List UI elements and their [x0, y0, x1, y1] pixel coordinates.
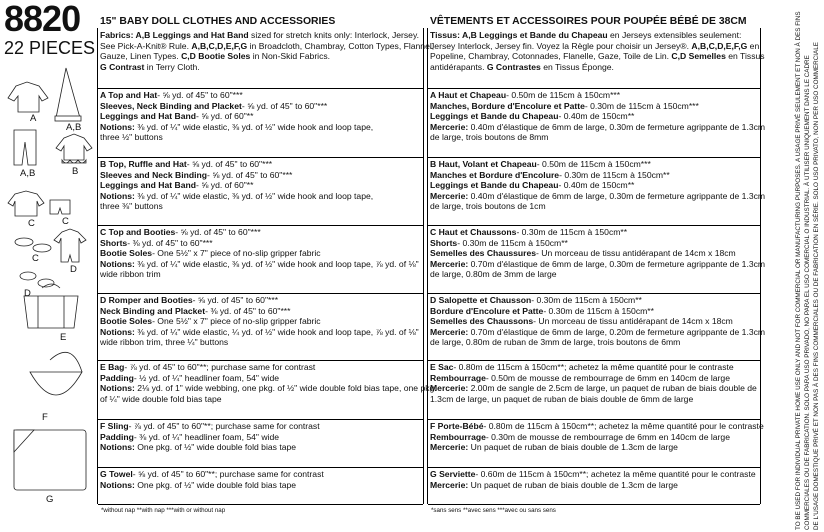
yardage-line — [100, 259, 421, 270]
yardage-label: C,D Semelles — [671, 51, 726, 62]
yardage-line — [100, 383, 437, 394]
yardage-label: B Haut, Volant et Chapeau — [430, 159, 537, 169]
english-footnote: *without nap **with nap ***with or without nap — [101, 507, 226, 514]
yardage-text: - ⅞ yd. of 45" to 60"**; purchase same for contrast — [128, 421, 320, 431]
yardage-line — [430, 90, 758, 101]
yardage-text: ⅜ yd. of ¼" wide elastic, ¼ yd. of ½" wide hook and loop tape, ⅞ yd. of ⅛" — [134, 326, 419, 337]
yardage-text: de large, trois boutons de 8mm — [430, 132, 549, 143]
yardage-text: wide ribbon trim, three ¼" buttons — [100, 337, 229, 348]
section-divider — [428, 467, 760, 468]
yardage-text: - 0.60m de 115cm à 150cm**; achetez la même quantité pour le contraste — [475, 469, 756, 479]
yardage-text: in Broadcloth, Chambray, Cotton Types, Flannel, — [247, 40, 435, 51]
yardage-line — [430, 180, 758, 191]
yardage-text: - 0.40m de 150cm** — [558, 180, 635, 191]
yardage-section — [100, 421, 421, 453]
yardage-section — [430, 421, 764, 453]
yardage-line — [100, 306, 421, 317]
yardage-label: Semelles des Chaussures — [430, 248, 537, 259]
yardage-text: - 0.80m de 115cm à 150cm**; achetez la même quantité pour le contraste — [453, 362, 734, 372]
yardage-text: - ⅝ yd. of 60"** — [195, 180, 254, 191]
usage-notice-line: DE L'USAGE DOMESTIQUE PRIVÉ ET NON PAS À DES FINS COMMERCIALES OU DE FABRICATION EN SÉRIE. SOLO USO PRIVATO, NON PER USO COMMERCIALE — [813, 42, 820, 530]
usage-notice-line: COMMERCIALES OU DE FABRICATION. SOLO PARA USO PRIVADO, NO PARA EL USO COMERCIAL O INDUSTRIAL. À UTILISER UNIQUEMENT DANS LE CADRE — [804, 55, 811, 530]
yardage-label: Manches et Bordure d'Encolure — [430, 169, 560, 180]
yardage-label: Neck Binding and Placket — [100, 305, 206, 316]
yardage-line — [430, 337, 758, 348]
yardage-text: - Un morceau de tissu antidérapant de 14cm x 18cm — [533, 316, 733, 327]
yardage-label: A Top and Hat — [100, 90, 158, 100]
yardage-text: - Un morceau de tissu antidérapant de 14cm x 18cm — [536, 248, 736, 259]
view-illustrations — [2, 0, 96, 532]
yardage-line — [100, 201, 421, 212]
yardage-section — [100, 159, 421, 212]
yardage-label: B Top, Ruffle and Hat — [100, 159, 187, 169]
yardage-label: Rembourrage — [430, 431, 486, 442]
yardage-text: 0.70m d'élastique de 6mm de large, 0.20m de fermeture agrippante de 1.3cm — [468, 326, 766, 337]
piece-count: 22 PIECES — [4, 38, 96, 58]
yardage-label: F Porte-Bébé — [430, 421, 484, 431]
yardage-text: en Tissus Éponge. — [540, 61, 614, 72]
yardage-label: Mercerie: — [430, 258, 469, 269]
view-label-g: G — [46, 494, 54, 505]
yardage-section — [430, 362, 758, 404]
yardage-text: - ⅜ yd. of 45" to 60"*** — [205, 305, 291, 316]
yardage-line — [430, 201, 758, 212]
section-divider — [428, 419, 760, 420]
yardage-text: - 0.50m de mousse de rembourrage de 6mm en 140cm de large — [485, 372, 730, 383]
yardage-section — [430, 90, 766, 143]
yardage-label: Notions: — [100, 190, 135, 201]
section-divider — [98, 157, 423, 158]
yardage-line — [100, 30, 421, 41]
yardage-text: ⅜ yd. of ¼" wide elastic, ⅜ yd. of ½" wide hook and loop tape, — [134, 121, 374, 132]
yardage-line — [430, 362, 758, 373]
yardage-text: - 0.40m de 150cm** — [558, 111, 635, 122]
yardage-line — [100, 337, 421, 348]
yardage-text: - ⅝ yd. of 45" to 60"*** — [241, 100, 328, 111]
yardage-line — [100, 394, 421, 405]
yardage-line — [100, 132, 421, 143]
yardage-label: Manches, Bordure d'Encolure et Patte — [430, 100, 585, 111]
yardage-label: D Salopette et Chausson — [430, 295, 532, 305]
yardage-line — [430, 316, 758, 327]
yardage-label: Bootie Soles — [100, 316, 153, 327]
yardage-section — [100, 90, 421, 143]
yardage-line — [100, 432, 421, 443]
yardage-text: - 0.30m de 115cm à 150cm** — [457, 237, 568, 248]
yardage-line — [430, 480, 758, 491]
yardage-text: 2.00m de sangle de 2.5cm de large, un paquet de ruban de biais double de — [468, 383, 757, 394]
view-label-d-romper: D — [70, 264, 77, 275]
yardage-section — [430, 469, 758, 490]
yardage-line — [100, 90, 421, 101]
yardage-line — [100, 62, 421, 73]
yardage-label: Mercerie: — [430, 383, 469, 394]
yardage-label: Padding — [100, 372, 134, 383]
english-yardage-column — [97, 28, 437, 504]
yardage-label: C Haut et Chaussons — [430, 227, 517, 237]
yardage-line — [100, 362, 421, 373]
yardage-section — [430, 227, 766, 280]
yardage-label: Mercerie: — [430, 442, 469, 453]
yardage-text: in Non-Skid Fabrics. — [250, 51, 331, 62]
yardage-text: three ½" buttons — [100, 132, 163, 143]
yardage-text: en Jerseys extensibles seulement: — [607, 30, 742, 40]
yardage-line — [430, 383, 758, 394]
yardage-label: Notions: — [100, 258, 135, 269]
french-title: VÊTEMENTS ET ACCESSOIRES POUR POUPÉE BÉBÉ DE 38CM — [430, 16, 747, 27]
yardage-text: en — [747, 40, 760, 51]
yardage-line — [430, 326, 766, 338]
yardage-label: A,B,C,D,E,F,G — [691, 40, 748, 51]
yardage-label: Bootie Soles — [100, 248, 153, 259]
yardage-text: - ⅜ yd. of ¼" headliner foam, 54" wide — [133, 431, 280, 442]
yardage-text: - ⅝ yd. of 45" to 60"*** — [206, 169, 293, 180]
yardage-line — [430, 101, 758, 112]
yardage-line — [100, 191, 421, 202]
yardage-text: See Pick-A-Knit® Rule. — [100, 40, 192, 51]
yardage-label: Notions: — [100, 442, 135, 453]
yardage-text: 1.3cm de large, un paquet de ruban de biais double de 6mm de large — [430, 393, 694, 404]
column-bottom-rule — [98, 504, 423, 505]
yardage-line — [430, 394, 758, 405]
yardage-text: - 0.30m de 115cm à 150cm** — [516, 227, 628, 237]
yardage-line — [430, 258, 766, 270]
yardage-line — [100, 227, 421, 238]
yardage-line — [100, 170, 421, 181]
yardage-line — [430, 62, 758, 73]
yardage-label: Rembourrage — [430, 372, 486, 383]
yardage-label: Sleeves, Neck Binding and Placket — [100, 100, 242, 111]
yardage-line — [100, 480, 421, 491]
yardage-text: - One 5½" x 7" piece of no-slip gripper fabric — [152, 316, 321, 327]
yardage-text: - ⅝ yd. of 45" to 60"*** — [186, 159, 273, 169]
yardage-text: - ⅝ yd. of 45" to 60"*** — [157, 90, 243, 100]
view-label-ab-hat: A,B — [66, 122, 82, 133]
yardage-text: Popeline, Chambray, Cotonnades, Flanelle, Gaze, Toile de Lin. — [430, 51, 672, 62]
yardage-section — [430, 30, 765, 72]
yardage-line — [430, 421, 764, 432]
yardage-label: Sleeves and Neck Binding — [100, 169, 207, 180]
yardage-text: - 0.50m de 115cm à 150cm*** — [536, 159, 651, 169]
yardage-text: Jersey Interlock, Jersey fin. Voyez la Règle pour choisir un Jersey®. — [430, 40, 692, 51]
yardage-line — [430, 306, 758, 317]
yardage-label: Mercerie: — [430, 326, 469, 337]
yardage-text: Un paquet de ruban de biais double de 1.3cm de large — [468, 442, 678, 453]
view-label-c-shorts: C — [62, 216, 69, 227]
view-label-c-top: C — [28, 218, 35, 229]
yardage-text: wide ribbon trim — [100, 269, 161, 280]
yardage-text: ⅜ yd. of ¼" wide elastic, ⅜ yd. of ½" wide hook and loop tape, — [134, 190, 374, 201]
section-divider — [98, 225, 423, 226]
yardage-text: - ⅝ yd. of 60"** — [195, 111, 254, 122]
yardage-section — [100, 295, 421, 348]
yardage-label: Leggings et Bande du Chapeau — [430, 111, 559, 122]
yardage-label: A Haut et Chapeau — [430, 90, 507, 100]
column-bottom-rule — [428, 504, 760, 505]
yardage-section — [100, 30, 435, 72]
yardage-label: G Contrastes — [486, 61, 541, 72]
view-label-c-booties: C — [32, 253, 39, 264]
yardage-line — [430, 121, 766, 133]
yardage-line — [100, 316, 421, 327]
yardage-line — [100, 373, 421, 384]
yardage-label: G Serviette — [430, 469, 476, 479]
yardage-text: three ⅜" buttons — [100, 201, 163, 212]
yardage-label: Notions: — [100, 121, 135, 132]
yardage-text: en Tissus — [725, 51, 765, 62]
section-divider — [428, 157, 760, 158]
yardage-line — [430, 269, 758, 280]
yardage-text: Un paquet de ruban de biais double de 1.3cm de large — [468, 479, 678, 490]
yardage-label: Semelles des Chaussons — [430, 316, 534, 327]
yardage-line — [430, 248, 758, 259]
yardage-label: G Contrast — [100, 61, 145, 72]
yardage-label: Leggings and Hat Band — [100, 111, 196, 122]
french-yardage-column — [427, 28, 766, 504]
yardage-line — [100, 421, 421, 432]
yardage-text: of ¼" wide double fold bias tape — [100, 393, 222, 404]
view-label-d-booties: D — [24, 288, 31, 299]
yardage-text: - 0.30m de 115cm à 150cm** — [531, 295, 642, 305]
yardage-line — [430, 469, 758, 480]
yardage-label: E Sac — [430, 362, 454, 372]
french-footnote: *sans sens **avec sens ***avec ou sans sens — [431, 507, 556, 514]
yardage-label: Fabrics: A,B Leggings and Hat Band — [100, 30, 249, 40]
yardage-line — [100, 180, 421, 191]
yardage-text: - 0.50m de 115cm à 150cm*** — [506, 90, 621, 100]
yardage-line — [100, 111, 421, 122]
yardage-line — [430, 41, 758, 52]
section-divider — [428, 88, 760, 89]
yardage-line — [430, 30, 758, 41]
yardage-line — [430, 295, 758, 306]
view-label-e: E — [60, 332, 67, 343]
yardage-label: Notions: — [100, 326, 135, 337]
yardage-line — [430, 373, 758, 384]
yardage-label: G Towel — [100, 469, 133, 479]
usage-notice-line: TO BE USED FOR INDIVIDUAL PRIVATE HOME USE ONLY AND NOT FOR COMMERCIAL OR MANUFACTURING PURPOSES. A USAGE PRIVÉ SEULEMENT ET NON À DES FINS — [795, 11, 802, 530]
yardage-text: - ⅝ yd. of 45" to 60"*** — [192, 295, 279, 305]
yardage-line — [430, 432, 758, 443]
yardage-section — [430, 295, 766, 348]
view-label-ab-leggings: A,B — [20, 168, 36, 179]
yardage-label: E Bag — [100, 362, 125, 372]
yardage-text: 0.40m d'élastique de 6mm de large, 0.30m de fermeture agrippante de 1.3cm — [468, 190, 766, 201]
yardage-line — [100, 51, 421, 62]
yardage-label: Mercerie: — [430, 190, 469, 201]
section-divider — [98, 419, 423, 420]
yardage-line — [430, 159, 758, 170]
yardage-line — [100, 469, 421, 480]
yardage-line — [100, 327, 421, 338]
yardage-text: de large, 0.80m de 3mm de large — [430, 269, 557, 280]
yardage-line — [100, 101, 421, 112]
section-divider — [98, 293, 423, 294]
yardage-line — [430, 111, 758, 122]
yardage-label: A,B,C,D,E,F,G — [191, 40, 248, 51]
yardage-label: C Top and Booties — [100, 227, 176, 237]
yardage-text: - ⅜ yd. of 45" to 60"*** — [127, 237, 213, 248]
english-title: 15" BABY DOLL CLOTHES AND ACCESSORIES — [100, 16, 336, 27]
yardage-label: Notions: — [100, 479, 135, 490]
yardage-text: - 0.30m de mousse de rembourrage de 6mm en 140cm de large — [485, 431, 730, 442]
yardage-text: One pkg. of ½" wide double fold bias tape — [134, 479, 297, 490]
view-label-a: A — [30, 113, 37, 124]
section-divider — [428, 293, 760, 294]
yardage-text: in Terry Cloth. — [144, 61, 200, 72]
yardage-text: - 0.30m de 115cm à 150cm** — [559, 169, 670, 180]
view-label-b: B — [72, 166, 79, 177]
yardage-line — [430, 132, 758, 143]
yardage-label: Leggings and Hat Band — [100, 180, 196, 191]
yardage-line — [100, 295, 421, 306]
yardage-text: Gauze, Linen Types. — [100, 51, 182, 62]
yardage-text: sized for stretch knits only: Interlock, Jersey. — [248, 30, 419, 40]
yardage-text: - 0.80m de 115cm à 150cm**; achetez la même quantité pour le contraste — [483, 421, 764, 431]
section-divider — [428, 360, 760, 361]
yardage-line — [100, 238, 421, 249]
section-divider — [428, 225, 760, 226]
section-divider — [98, 360, 423, 361]
yardage-text: - ⅝ yd. of 45" to 60"*** — [175, 227, 261, 237]
usage-notice — [764, 2, 820, 530]
view-label-f: F — [42, 412, 48, 423]
yardage-text: 2⅛ yd. of 1" wide webbing, one pkg. of ½" wide double fold bias tape, one pkg. — [134, 383, 437, 394]
yardage-line — [100, 159, 421, 170]
yardage-line — [430, 227, 758, 238]
yardage-line — [430, 442, 758, 453]
yardage-text: 0.40m d'élastique de 6mm de large, 0.30m de fermeture agrippante de 1.3cm — [468, 121, 766, 132]
yardage-label: Leggings et Bande du Chapeau — [430, 180, 559, 191]
yardage-label: D Romper and Booties — [100, 295, 193, 305]
yardage-line — [430, 238, 758, 249]
yardage-label: F Sling — [100, 421, 129, 431]
yardage-text: ⅜ yd. of ¼" wide elastic, ⅜ yd. of ½" wide hook and loop tape, ⅞ yd. of ⅛" — [134, 258, 419, 269]
yardage-text: antidérapants. — [430, 61, 487, 72]
yardage-text: de large, trois boutons de 1cm — [430, 201, 546, 212]
yardage-text: - 0.30m de 115cm à 150cm** — [543, 305, 654, 316]
yardage-text: - 0.30m de 115cm à 150cm*** — [584, 100, 699, 111]
yardage-label: Padding — [100, 431, 134, 442]
yardage-label: Mercerie: — [430, 479, 469, 490]
yardage-section — [100, 362, 437, 404]
yardage-label: C,D Bootie Soles — [181, 51, 251, 62]
yardage-label: Mercerie: — [430, 121, 469, 132]
yardage-label: Tissus: A,B Leggings et Bande du Chapeau — [430, 30, 608, 40]
yardage-text: - One 5½" x 7" piece of no-slip gripper fabric — [152, 248, 321, 259]
yardage-line — [100, 269, 421, 280]
views-column — [2, 0, 96, 532]
yardage-line — [100, 248, 421, 259]
yardage-line — [430, 51, 765, 62]
yardage-line — [100, 122, 421, 133]
yardage-text: One pkg. of ½" wide double fold bias tape — [134, 442, 297, 453]
yardage-label: Notions: — [100, 383, 135, 394]
yardage-section — [100, 227, 421, 280]
section-divider — [98, 467, 423, 468]
yardage-section — [100, 469, 421, 490]
yardage-line — [430, 170, 758, 181]
yardage-line — [100, 40, 435, 52]
yardage-line — [100, 442, 421, 453]
yardage-label: Bordure d'Encolure et Patte — [430, 305, 544, 316]
yardage-label: Shorts — [430, 237, 458, 248]
yardage-text: - ⅝ yd. of 45" to 60"**; purchase same for contrast — [132, 469, 324, 479]
yardage-text: 0.70m d'élastique de 6mm de large, 0.30m de fermeture agrippante de 1.3cm — [468, 258, 766, 269]
section-divider — [98, 88, 423, 89]
pattern-number: 8820 — [4, 0, 81, 39]
yardage-text: - ½ yd. of ¼" headliner foam, 54" wide — [133, 372, 280, 383]
yardage-line — [430, 190, 766, 202]
yardage-label: Shorts — [100, 237, 128, 248]
yardage-section — [430, 159, 766, 212]
yardage-text: - ⅞ yd. of 45" to 60"**; purchase same for contrast — [124, 362, 316, 372]
yardage-text: de large, 0.80m de ruban de 3mm de large, trois boutons de 6mm — [430, 337, 681, 348]
